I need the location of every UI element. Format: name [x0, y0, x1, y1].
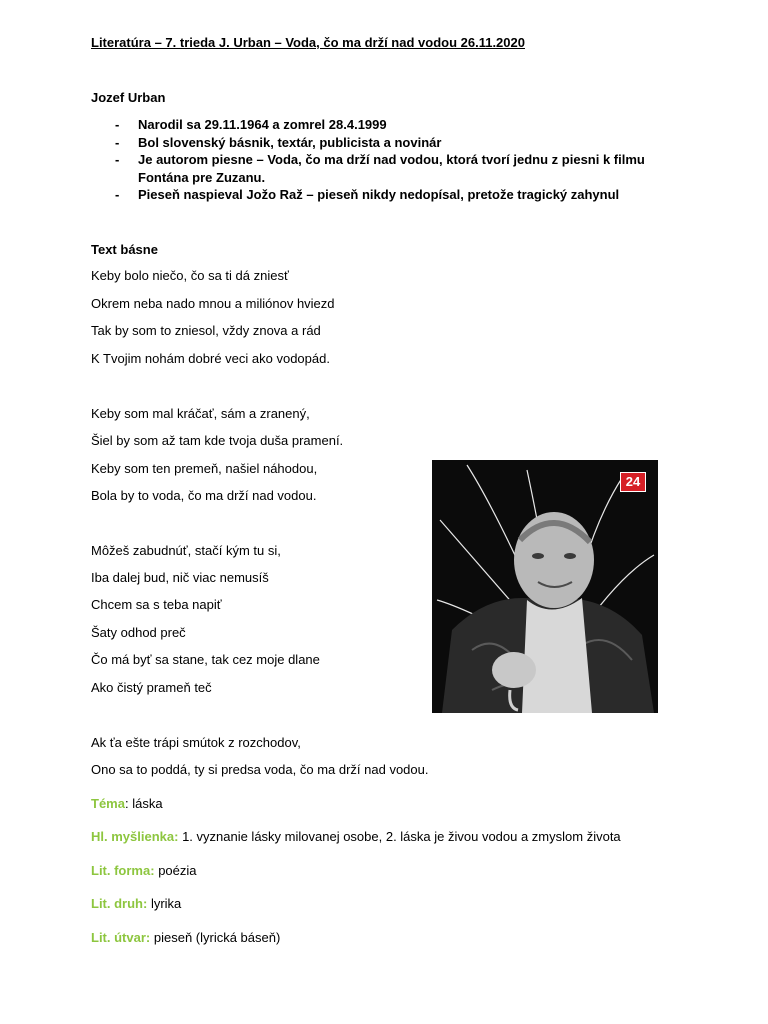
poem-line: Tak by som to zniesol, vždy znova a rád: [91, 323, 321, 338]
poem-line: K Tvojim nohám dobré veci ako vodopád.: [91, 351, 330, 366]
turtleneck-shape: [522, 598, 592, 713]
bio-item: [91, 116, 681, 134]
analysis-row: [91, 796, 163, 811]
analysis-value: pieseň (lyrická báseň): [153, 930, 281, 945]
bio-text: Pieseň naspieval Jožo Raž – pieseň nikdy nedopísal, pretože tragický zahynul: [138, 187, 620, 202]
poem-line: Keby som ten premeň, našiel náhodou,: [91, 461, 318, 476]
bio-item: [91, 186, 681, 204]
analysis-row: [91, 930, 280, 945]
bio-text: Bol slovenský básnik, textár, publicista a novinár: [138, 134, 442, 150]
analysis-value: 1. vyznanie lásky milovanej osobe, 2. láska je živou vodou a zmyslom života: [182, 829, 621, 844]
analysis-label: Lit. forma:: [91, 863, 155, 878]
analysis-label: Téma: [91, 796, 125, 811]
head-shape: [514, 512, 594, 608]
poem-heading: Text básne: [91, 242, 158, 257]
poem-line: Šaty odhod preč: [91, 625, 186, 640]
bio-text: Je autorom piesne – Voda, čo ma drží nad vodou, ktorá tvorí jednu z piesni k filmu Fontána pre Zuzanu.: [138, 152, 645, 185]
bio-list: [91, 116, 681, 204]
poem-line: Okrem neba nado mnou a miliónov hviezd: [91, 296, 335, 311]
dash-bullet: -: [115, 117, 120, 132]
poem-line: Môžeš zabudnúť, stačí kým tu si,: [91, 543, 281, 558]
bio-item: [91, 151, 681, 186]
poem-line: Šiel by som až tam kde tvoja duša pramení.: [91, 433, 344, 448]
dash-bullet: -: [115, 152, 120, 167]
channel-24-logo-badge: 24: [620, 472, 646, 492]
analysis-label: Hl. myšlienka:: [91, 829, 179, 844]
eye-left: [532, 553, 544, 559]
analysis-row: [91, 896, 181, 911]
poem-line: Ono sa to poddá, ty si predsa voda, čo ma drží nad vodou.: [91, 762, 429, 777]
author-name: Jozef Urban: [91, 90, 166, 105]
dash-bullet: -: [115, 187, 120, 202]
poem-line: Ak ťa ešte trápi smútok z rozchodov,: [91, 735, 301, 750]
dash-bullet: -: [115, 134, 120, 150]
eye-right: [564, 553, 576, 559]
poem-line: Iba dalej bud, nič viac nemusíš: [91, 570, 269, 585]
analysis-value: poézia: [158, 863, 197, 878]
poem-line: Keby bolo niečo, čo sa ti dá zniesť: [91, 268, 289, 283]
poem-line: Čo má byť sa stane, tak cez moje dlane: [91, 652, 320, 667]
analysis-row: [91, 829, 621, 844]
bio-text: Narodil sa 29.11.1964 a zomrel 28.4.1999: [138, 117, 387, 132]
analysis-label: Lit. druh:: [91, 896, 148, 911]
analysis-label: Lit. útvar:: [91, 930, 151, 945]
author-photo: [432, 460, 658, 713]
poem-line: Bola by to voda, čo ma drží nad vodou.: [91, 488, 317, 503]
analysis-value: láska: [132, 796, 163, 811]
analysis-separator: :: [124, 796, 133, 811]
analysis-value: lyrika: [150, 896, 182, 911]
poem-line: Ako čistý prameň teč: [91, 680, 212, 695]
portrait-illustration: [432, 460, 658, 713]
bio-item: [91, 134, 681, 152]
poem-line: Chcem sa s teba napiť: [91, 597, 222, 612]
hand-shape: [492, 652, 536, 688]
page-title: Literatúra – 7. trieda J. Urban – Voda, čo ma drží nad vodou 26.11.2020: [91, 35, 525, 50]
analysis-row: [91, 863, 197, 878]
poem-line: Keby som mal kráčať, sám a zranený,: [91, 406, 310, 421]
